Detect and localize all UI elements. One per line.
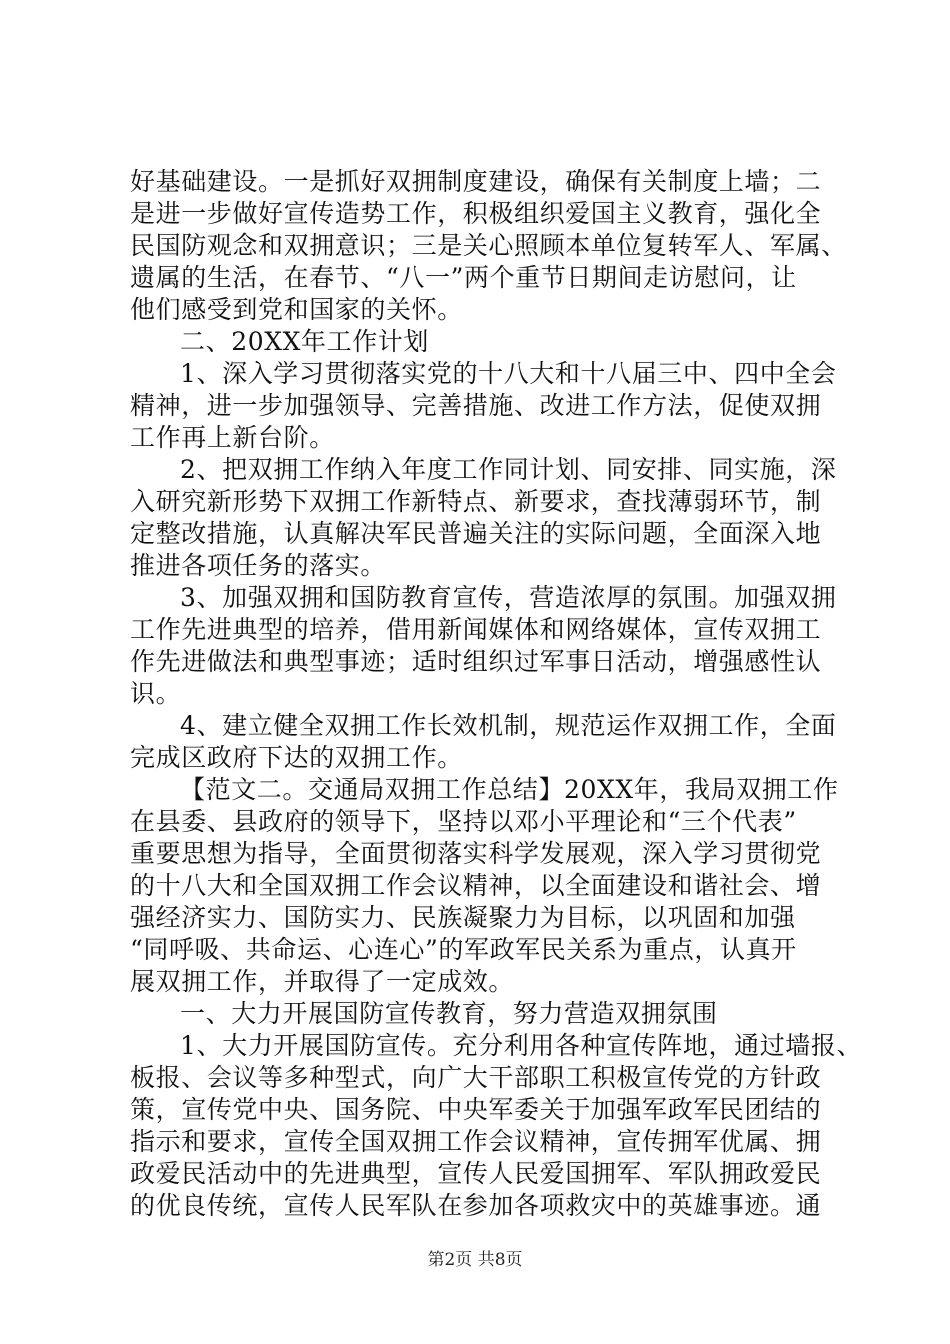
text-line: 展双拥工作，并取得了一定成效。 — [130, 967, 515, 996]
text-line: “同呼吸、共命运、心连心”的军政军民关系为重点，认真开 — [130, 935, 797, 964]
text-line: 【范文二。交通局双拥工作总结】20XX年，我局双拥工作 — [180, 775, 839, 804]
text-line: 民国防观念和双拥意识；三是关心照顾本单位复转军人、军属、 — [130, 231, 847, 260]
text-line: 政爱民活动中的先进典型，宣传人民爱国拥军、军队拥政爱民 — [130, 1159, 822, 1188]
section-heading: 一、大力开展国防宣传教育，努力营造双拥氛围 — [180, 999, 718, 1028]
text-line: 他们感受到党和国家的关怀。 — [130, 295, 463, 324]
text-line: 定整改措施，认真解决军民普遍关注的实际问题，全面深入地 — [130, 519, 822, 548]
text-line: 遗属的生活，在春节、“八一”两个重节日期间走访慰问，让 — [130, 263, 797, 292]
text-line: 2、把双拥工作纳入年度工作同计划、同安排、同实施，深 — [180, 455, 837, 484]
document-body — [130, 166, 863, 1222]
section-heading: 二、20XX年工作计划 — [180, 327, 430, 356]
text-line: 精神，进一步加强领导、完善措施、改进工作方法，促使双拥 — [130, 391, 822, 420]
text-line: 的十八大和全国双拥工作会议精神，以全面建设和谐社会、增 — [130, 871, 822, 900]
page-number-footer: 第2页 共8页 — [427, 1250, 523, 1270]
text-line: 工作再上新台阶。 — [130, 423, 335, 452]
text-line: 策，宣传党中央、国务院、中央军委关于加强军政军民团结的 — [130, 1095, 822, 1124]
text-line: 4、建立健全双拥工作长效机制，规范运作双拥工作，全面 — [180, 711, 837, 740]
text-line: 识。 — [130, 679, 182, 708]
text-line: 1、深入学习贯彻落实党的十八大和十八届三中、四中全会 — [180, 359, 837, 388]
text-line: 是进一步做好宣传造势工作，积极组织爱国主义教育，强化全 — [130, 199, 822, 228]
text-line: 入研究新形势下双拥工作新特点、新要求，查找薄弱环节，制 — [130, 487, 822, 516]
text-line: 工作先进典型的培养，借用新闻媒体和网络媒体，宣传双拥工 — [130, 615, 822, 644]
text-line: 1、大力开展国防宣传。充分利用各种宣传阵地，通过墙报、 — [180, 1031, 863, 1060]
text-line: 在县委、县政府的领导下，坚持以邓小平理论和“三个代表” — [130, 807, 797, 836]
text-line: 板报、会议等多种型式，向广大干部职工积极宣传党的方针政 — [130, 1063, 822, 1092]
text-line: 重要思想为指导，全面贯彻落实科学发展观，深入学习贯彻党 — [130, 839, 822, 868]
text-line: 强经济实力、国防实力、民族凝聚力为目标，以巩固和加强 — [130, 903, 796, 932]
text-line: 好基础建设。一是抓好双拥制度建设，确保有关制度上墙；二 — [130, 167, 822, 196]
text-line: 指示和要求，宣传全国双拥工作会议精神，宣传拥军优属、拥 — [130, 1127, 822, 1156]
text-line: 的优良传统，宣传人民军队在参加各项救灾中的英雄事迹。通 — [130, 1191, 822, 1220]
text-line: 3、加强双拥和国防教育宣传，营造浓厚的氛围。加强双拥 — [180, 583, 837, 612]
text-line: 作先进做法和典型事迹；适时组织过军事日活动，增强感性认 — [130, 647, 822, 676]
text-line: 完成区政府下达的双拥工作。 — [130, 743, 463, 772]
text-line: 推进各项任务的落实。 — [130, 551, 387, 580]
